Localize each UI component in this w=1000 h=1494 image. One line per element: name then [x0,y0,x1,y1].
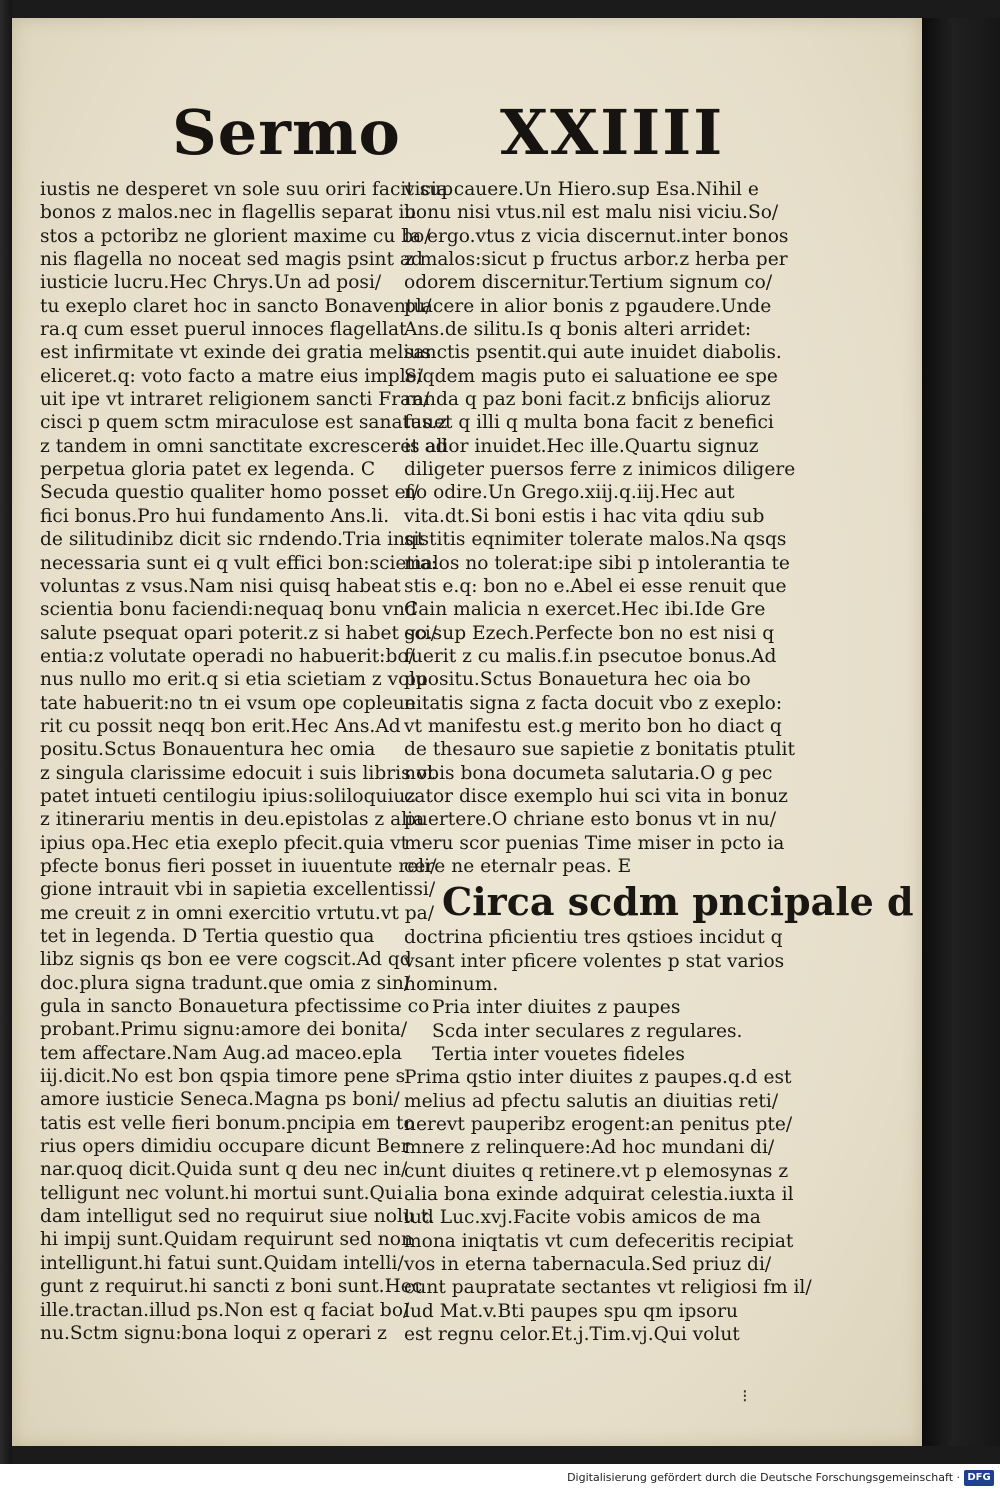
text-line: z itinerariu mentis in deu.epistolas z alia [40,809,425,831]
text-line: mnere z relinquere:Ad hoc mundani di/ [404,1137,775,1159]
text-line: tet in legenda. D Tertia questio qua [40,926,375,947]
text-line: tu exeplo claret hoc in sancto Bonaventu/ [40,295,432,317]
text-line: alia bona exinde adquirat celestia.iuxta il [404,1184,794,1206]
text-line: salute psequat opari poterit.z si habet sci/ [40,622,438,644]
text-line: nu.Sctm signu:bona loqui z operari z [40,1322,387,1344]
right-column-intro-block [404,926,784,996]
text-line: Cain malicia n exercet.Hec ibi.Ide Gre [404,599,766,621]
text-line: Ans.de silitu.Is q bonis alteri arridet: [404,319,752,341]
text-line: go.sup Ezech.Perfecte bon no est nisi q [404,622,775,644]
text-line: no odire.Un Grego.xiij.q.iij.Hec aut [404,482,735,504]
text-line: dam intelligut sed no requirut siue nolu t. [40,1206,435,1228]
text-line: est infirmitate vt exinde dei gratia melius [40,342,431,364]
text-line: cunt paupratate sectantes vt religiosi fm il/ [404,1277,812,1299]
right-column-top-block [404,178,796,878]
page-shadow [922,18,1000,1446]
text-line: lud Luc.xvj.Facite vobis amicos de ma [404,1207,761,1229]
text-line: rius opers dimidiu occupare dicunt Ber [40,1136,410,1158]
text-line: nitatis signa z facta docuit vbo z exeplo: [404,692,783,714]
text-line: fici bonus.Pro hui fundamento Ans.li. [40,505,390,527]
text-line: pfecte bonus fieri posset in iuuentute reli/ [40,855,437,877]
text-line: positu.Sctus Bonauentura hec omia [40,739,376,761]
text-line: cisci p quem sctm miraculose est sanatus.z [40,412,448,434]
text-line: patet intueti centilogiu ipius:soliloquiuz [40,785,416,807]
text-line: iustis ne desperet vn sole suu oriri facit sup [40,179,454,200]
text-line: cere ne eternalr peas. E [404,855,632,877]
text-line: gione intrauit vbi in sapietia excellentissi/ [40,879,436,901]
text-line: cunt diuites q retinere.vt p elemosynas z [404,1160,789,1182]
text-line: nis flagella no noceat sed magis psint ad [40,249,423,271]
text-line: ppositu.Sctus Bonauetura hec oia bo [404,669,751,691]
text-line: Prima qstio inter diuites z paupes.q.d est [404,1067,792,1089]
footer-bar [0,1464,1000,1494]
text-line: nar.quoq dicit.Quida sunt q deu nec in/ [40,1159,408,1181]
text-line: nobis bona documeta salutaria.O g pec [404,762,773,784]
text-line: telligunt nec volunt.hi mortui sunt.Qui [40,1182,403,1204]
text-line: libz signis qs bon ee vere cogscit.Ad qd [40,949,412,971]
text-line: meru scor puenias Time miser in pcto ia [404,832,785,854]
text-line: cator disce exemplo hui sci vita in bonuz [404,785,788,807]
text-line: placere in alior bonis z pgaudere.Unde [404,295,772,317]
text-line: stis e.q: bon no e.Abel ei esse renuit que [404,575,787,597]
funding-notice: Digitalisierung gefördert durch die Deutsche Forschungsgemeinschaft · [567,1471,960,1484]
text-line: ille.tractan.illud ps.Non est q faciat bo/ [40,1299,410,1321]
text-line: hominum. [404,974,499,995]
text-line: la ergo.vtus z vicia discernut.inter bonos [404,225,789,247]
text-line: tate habuerit:no tn ei vsum ope copleue [40,692,416,714]
text-line: tem affectare.Nam Aug.ad maceo.epla [40,1042,402,1064]
list-item: Scda inter seculares z regulares. [432,1020,743,1042]
text-line: vita.dt.Si boni estis i hac vita qdiu sub [404,505,765,527]
text-line: lud Mat.v.Bti paupes spu qm ipsoru [404,1300,738,1322]
book-page [12,18,922,1446]
text-line: vicia cauere.Un Hiero.sup Esa.Nihil e [404,179,759,200]
text-line: nerevt pauperibz erogent:an penitus pte/ [404,1114,793,1136]
text-line: doc.plura signa tradunt.que omia z sin/ [40,972,411,994]
text-line: me creuit z in omni exercitio vrtutu.vt pa/ [40,902,434,924]
signature-mark: ⁝ [742,1386,748,1407]
text-line: necessaria sunt ei q vult effici bon:scietia: [40,552,438,574]
list-item: Tertia inter vouetes fideles [432,1044,685,1066]
text-line: de thesauro sue sapietie z bonitatis ptulit [404,739,795,761]
text-line: z malos:sicut p fructus arbor.z herba per [404,249,788,271]
section-heading: Circa scdm pncipale d [442,879,914,925]
dfg-logo-icon[interactable]: DFG [964,1470,994,1486]
text-line: hi impij sunt.Quidam requirunt sed non [40,1229,413,1251]
text-line: gunt z requirut.hi sancti z boni sunt.Hec [40,1276,423,1298]
text-line: eliceret.q: voto facto a matre eius imple/ [40,365,423,387]
text-line: doctrina pficientiu tres qstioes incidut q [404,927,783,949]
text-line: uit ipe vt intraret religionem sancti Fran/ [40,389,430,411]
scan-edge [0,0,12,1464]
right-column-bottom-block [404,1066,812,1346]
text-line: z tandem in omni sanctitate excresceret ad [40,435,448,457]
text-line: fauet q illi q multa bona facit z benefici [404,412,774,434]
text-line: randa q paz boni facit.z bnficijs alioruz [404,389,771,411]
text-line: sistitis eqnimiter tolerate malos.Na qsqs [404,529,787,551]
list-item: Pria inter diuites z paupes [432,997,681,1019]
text-line: perpetua gloria patet ex legenda. C [40,459,376,481]
text-line: z singula clarissime edocuit i suis libris vt [40,762,435,784]
text-line: vsant inter pficere volentes p stat varios [404,950,785,972]
question-list [404,996,784,1066]
text-line: diligeter puersos ferre z inimicos diligere [404,459,796,481]
text-line: iusticie lucru.Hec Chrys.Un ad posi/ [40,272,382,294]
text-line: nus nullo mo erit.q si etia scietiam z volu [40,669,428,691]
text-line: melius ad pfectu salutis an diuitias reti/ [404,1090,779,1112]
text-line: malos no tolerat:ipe sibi p intolerantia te [404,552,790,574]
text-line: bonos z malos.nec in flagellis separat iu [40,202,417,224]
running-head-title: Sermo [172,96,401,169]
text-line: mona iniqtatis vt cum defeceritis recipiat [404,1230,794,1252]
right-text-column [404,178,914,1347]
text-line: Secuda questio qualiter homo posset ef/ [40,482,419,504]
text-line: is alior inuidet.Hec ille.Quartu signuz [404,435,759,457]
text-line: fuerit z cu malis.f.in psecutoe bonus.Ad [404,645,777,667]
running-head [12,96,922,186]
text-line: rit cu possit neqq bon erit.Hec Ans.Ad [40,715,401,737]
text-line: est regnu celor.Et.j.Tim.vj.Qui volut [404,1324,740,1346]
text-line: vos in eterna tabernacula.Sed priuz di/ [404,1254,772,1276]
text-line: gula in sancto Bonauetura pfectissime co [40,996,430,1018]
text-line: puertere.O chriane esto bonus vt in nu/ [404,809,776,831]
text-line: ra.q cum esset puerul innoces flagellat [40,319,407,341]
text-line: iij.dicit.No est bon qspia timore pene s [40,1066,406,1088]
text-line: de silitudinibz dicit sic rndendo.Tria inqt [40,529,425,551]
text-line: odorem discernitur.Tertium signum co/ [404,272,773,294]
text-line: scientia bonu faciendi:nequaq bonu vnd [40,599,417,621]
text-line: amore iusticie Seneca.Magna ps boni/ [40,1089,400,1111]
text-line: stos a pctoribz ne glorient maxime cu bo/ [40,225,431,247]
text-line: probant.Primu signu:amore dei bonita/ [40,1019,408,1041]
text-line: Siqdem magis puto ei saluatione ee spe [404,365,778,387]
text-line: tatis est velle fieri bonum.pncipia em to [40,1112,415,1134]
text-line: vt manifestu est.g merito bon ho diact q [404,715,782,737]
text-line: sanctis psentit.qui aute inuidet diabolis. [404,342,782,364]
text-line: intelligunt.hi fatui sunt.Quidam intelli/ [40,1252,404,1274]
running-head-number: XXIIII [500,96,725,169]
text-line: bonu nisi vtus.nil est malu nisi viciu.So/ [404,202,779,224]
text-line: entia:z volutate operadi no habuerit:bo/ [40,645,415,667]
text-line: voluntas z vsus.Nam nisi quisq habeat [40,575,401,597]
text-line: ipius opa.Hec etia exeplo pfecit.quia vt [40,832,409,854]
